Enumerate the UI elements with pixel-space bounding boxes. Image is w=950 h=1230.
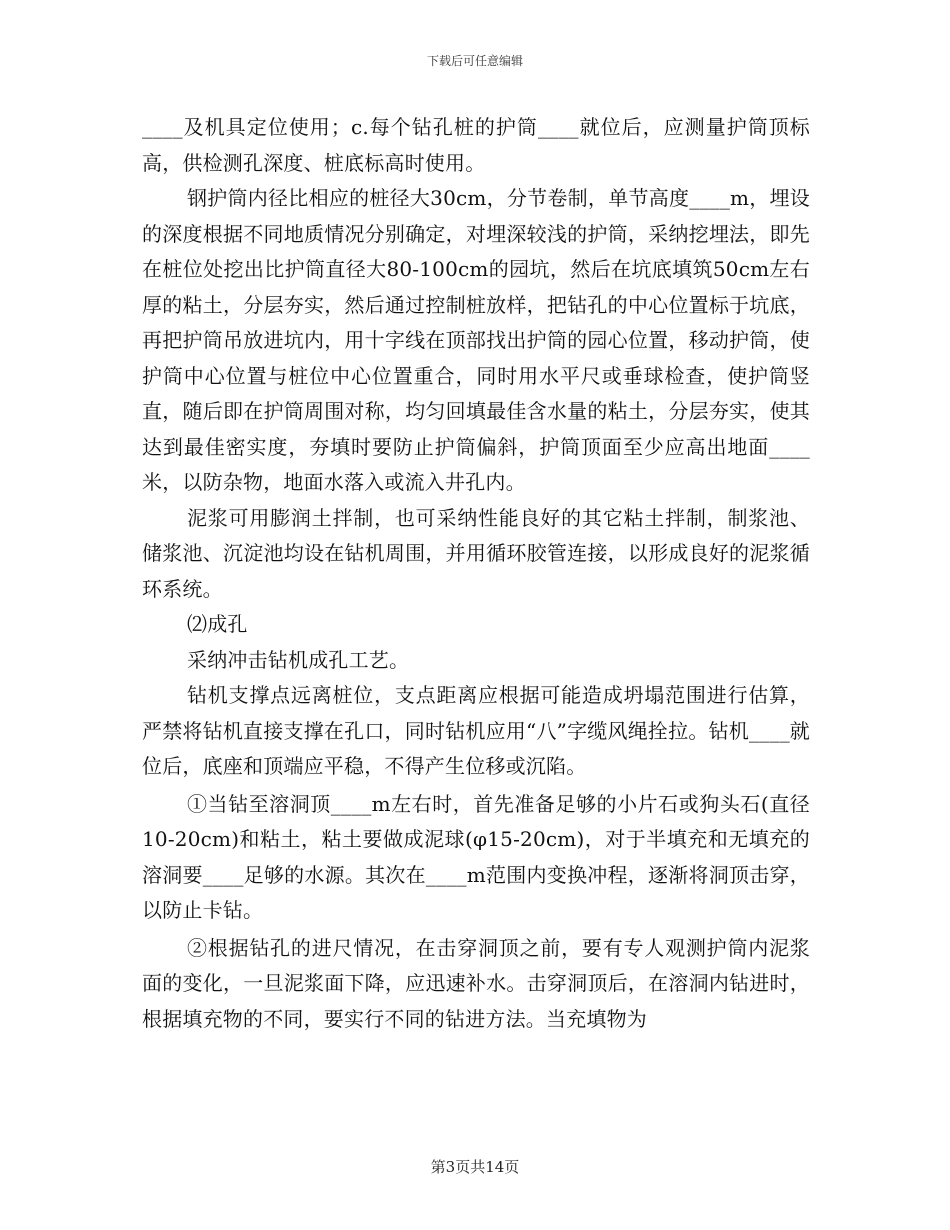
- paragraph-3: 泥浆可用膨润土拌制，也可采纳性能良好的其它粘土拌制，制浆池、储浆池、沉淀池均设在钻机周围，并用循环胶管连接，以形成良好的泥浆循环系统。: [142, 505, 810, 601]
- section-heading-drilling: ⑵成孔: [187, 612, 248, 636]
- document-body: [142, 110, 810, 1037]
- paragraph-2: 钢护筒内径比相应的桩径大30cm，分节卷制，单节高度____m，埋设的深度根据不同地质情况分别确定，对埋深较浅的护筒，采纳挖埋法，即先在桩位处挖出比护筒直径大80-100cm的园坑，然后在坑底填筑50cm左右厚的粘土，分层夯实，然后通过控制桩放样，把钻孔的中心位置标于坑底，再把护筒吊放进坑内，用十字线在顶部找出护筒的园心位置，移动护筒，使护筒中心位置与桩位中心位置重合，同时用水平尺或垂球检查，使护筒竖直，随后即在护筒周围对称，均匀回填最佳含水量的粘土，分层夯实，使其达到最佳密实度，夯填时要防止护筒偏斜，护筒顶面至少应高出地面____米，以防杂物，地面水落入或流入井孔内。: [142, 186, 810, 494]
- paragraph-7: ②根据钻孔的进尺情况，在击穿洞顶之前，要有专人观测护筒内泥浆面的变化，一旦泥浆面下降，应迅速补水。击穿洞顶后，在溶洞内钻进时，根据填充物的不同，要实行不同的钻进方法。当充填物为: [142, 935, 810, 1031]
- page-number: 第3页共14页: [430, 1158, 520, 1176]
- paragraph-5: 钻机支撑点远离桩位，支点距离应根据可能造成坍塌范围进行估算，严禁将钻机直接支撑在孔口，同时钻机应用“八”字缆风绳拴拉。钻机____就位后，底座和顶端应平稳，不得产生位移或沉陷。: [142, 683, 810, 778]
- paragraph-6: ①当钻至溶洞顶____m左右时，首先准备足够的小片石或狗头石(直径10-20cm)和粘土，粘土要做成泥球(φ15-20cm)，对于半填充和无填充的溶洞要____足够的水源。其次在____m范围内变换冲程，逐渐将洞顶击穿，以防止卡钻。: [142, 791, 810, 922]
- page-header-note: 下载后可任意编辑: [426, 54, 523, 68]
- paragraph-1: ____及机具定位使用；c.每个钻孔桩的护筒____就位后，应测量护筒顶标高，供检测孔深度、桩底标高时使用。: [142, 115, 810, 175]
- paragraph-4: 采纳冲击钻机成孔工艺。: [187, 647, 410, 672]
